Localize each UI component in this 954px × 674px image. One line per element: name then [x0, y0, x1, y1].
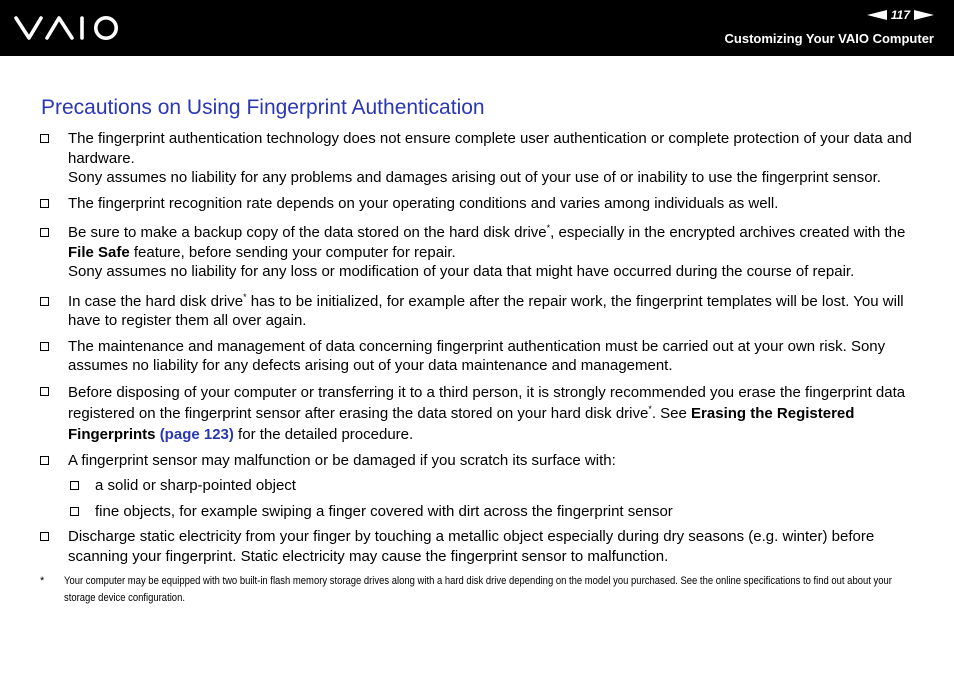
- checkbox-bullet-icon: [40, 387, 49, 396]
- checkbox-bullet-icon: [70, 507, 79, 516]
- sub-list-item: fine objects, for example swiping a finger covered with dirt across the fingerprint sensor: [68, 502, 920, 522]
- list-item: The fingerprint recognition rate depends on your operating conditions and varies among individuals as well.: [40, 194, 920, 214]
- footnote-marker: *: [40, 575, 45, 587]
- list-item: A fingerprint sensor may malfunction or be damaged if you scratch its surface with: a solid or sharp-pointed object fine objects, for example swiping a finger covered with dirt across the fingerprint sensor: [40, 451, 920, 522]
- footnote: [40, 573, 924, 607]
- list-item: Discharge static electricity from your finger by touching a metallic object especially during dry seasons (e.g. winter) before scanning your fingerprint. Static electricity may cause the fingerprint sensor to malfunction.: [40, 527, 920, 566]
- checkbox-bullet-icon: [70, 481, 79, 490]
- precautions-list: [40, 129, 920, 572]
- header-title: Customizing Your VAIO Computer: [724, 31, 934, 46]
- footnote-ref: *: [243, 291, 247, 302]
- checkbox-bullet-icon: [40, 532, 49, 541]
- list-item: The fingerprint authentication technology does not ensure complete user authentication or complete protection of your data and hardware. Sony assumes no liability for any problems and damages arising out of your use of or inability to use the fingerprint sensor.: [40, 129, 920, 188]
- list-item: Be sure to make a backup copy of the data stored on the hard disk drive*, especially in the encrypted archives created with the File Safe feature, before sending your computer for repair. Sony assumes no liability for any loss or modification of your data that might have occurred during the course of repair.: [40, 223, 920, 282]
- footnote-ref: *: [546, 223, 551, 233]
- previous-page-arrow-icon[interactable]: [867, 10, 887, 20]
- next-page-arrow-icon[interactable]: [914, 10, 934, 20]
- page-header: [0, 0, 954, 56]
- checkbox-bullet-icon: [40, 342, 49, 351]
- vaio-logo: [14, 14, 122, 42]
- checkbox-bullet-icon: [40, 228, 49, 237]
- checkbox-bullet-icon: [40, 456, 49, 465]
- checkbox-bullet-icon: [40, 297, 49, 306]
- list-item: Before disposing of your computer or transferring it to a third person, it is strongly recommended you erase the fingerprint data registered on the fingerprint sensor after erasing the data stored on your hard disk drive*. See Erasing the Registered Fingerprints (page 123) for the detailed procedure.: [40, 382, 920, 445]
- checkbox-bullet-icon: [40, 134, 49, 143]
- page-title: Precautions on Using Fingerprint Authentication: [41, 96, 485, 119]
- page-nav: [867, 8, 934, 22]
- footnote-ref: *: [648, 403, 652, 414]
- list-item: In case the hard disk drive* has to be initialized, for example after the repair work, the fingerprint templates will be lost. You will have to register them all over again.: [40, 292, 920, 331]
- list-item: The maintenance and management of data concerning fingerprint authentication must be carried out at your own risk. Sony assumes no liability for any defects arising out of your data maintenance and management.: [40, 337, 920, 376]
- page-link[interactable]: (page 123): [159, 425, 234, 443]
- page-number: 117: [890, 8, 910, 22]
- sub-list-item: a solid or sharp-pointed object: [68, 476, 920, 496]
- checkbox-bullet-icon: [40, 199, 49, 208]
- footnote-text: Your computer may be equipped with two built-in flash memory storage drives along with a hard disk drive depending on the model you purchased. See the online specifications to find out about your storage device configuration.: [64, 575, 892, 604]
